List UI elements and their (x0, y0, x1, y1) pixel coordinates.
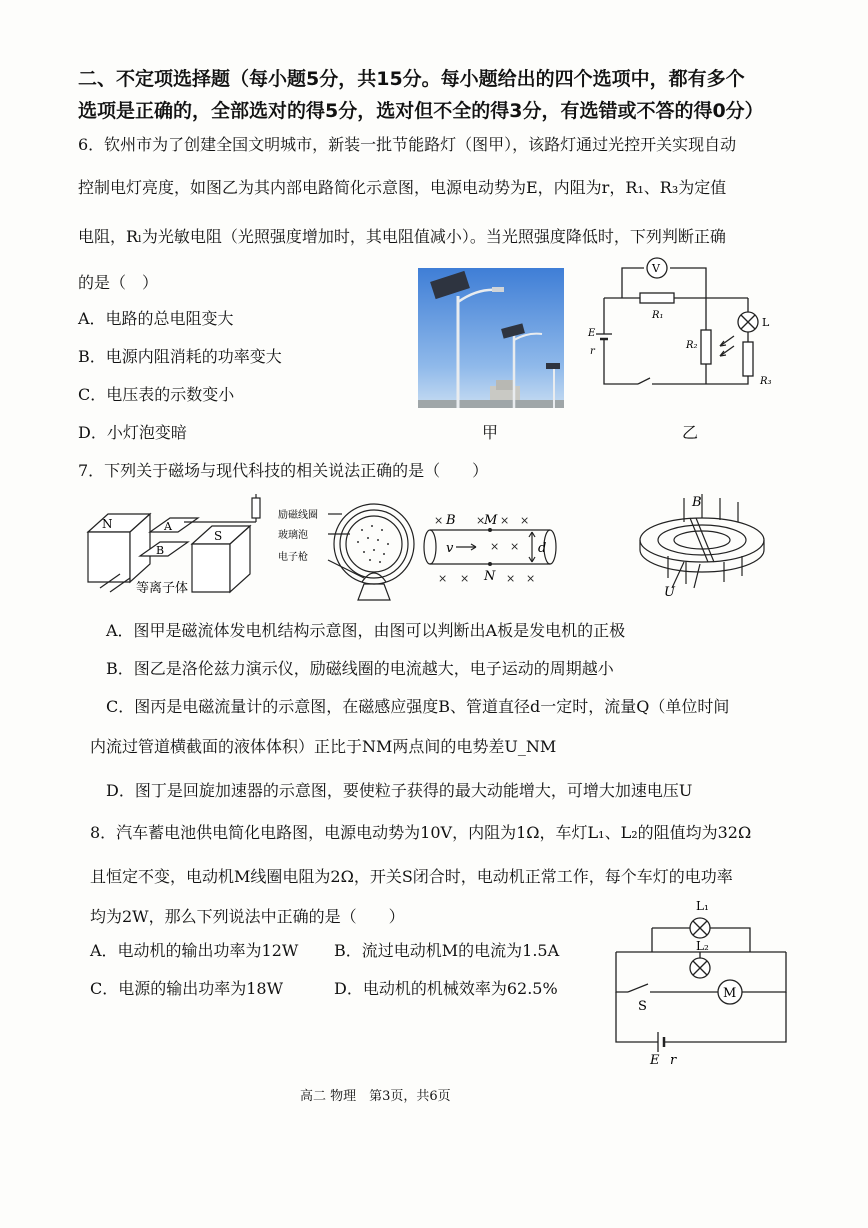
svg-text:×: × (460, 572, 470, 585)
q7-option-c-line1: C．图丙是电磁流量计的示意图，在磁感应强度B、管道直径d一定时，流量Q（单位时间 (106, 697, 730, 716)
gun-label: 电子枪 (278, 552, 308, 563)
plasma-label: 等离子体 (136, 581, 189, 596)
flowmeter-n-label: N (484, 569, 496, 584)
l1-label: L₁ (696, 899, 709, 913)
q6-stem-line1: 6．钦州市为了创建全国文明城市，新装一批节能路灯（图甲），该路灯通过光控开关实现自动 (78, 135, 737, 154)
magnet-n-label: N (102, 517, 113, 531)
q7-option-c-line2: 内流过管道横截面的液体体积）正比于NM两点间的电势差U_NM (90, 737, 557, 756)
svg-text:×: × (490, 540, 500, 553)
svg-text:×: × (500, 514, 510, 527)
cyclotron-u-label: U (664, 585, 675, 600)
plate-b-label: B (156, 544, 165, 557)
r1-label: R₁ (652, 310, 664, 321)
q8-stem-line1: 8．汽车蓄电池供电简化电路图，电源电动势为10V，内阻为1Ω，车灯L₁、L₂的阻值均为32Ω (90, 823, 752, 842)
q8-stem-line3: 均为2W，那么下列说法中正确的是（ ） (90, 907, 405, 926)
magnet-s-label: S (214, 529, 223, 543)
q6-option-c: C．电压表的示数变小 (78, 385, 235, 404)
q8-option-c: C．电源的输出功率为18W (90, 979, 284, 998)
mhd-generator-figure (80, 492, 270, 602)
q6-option-d: D．小灯泡变暗 (78, 423, 187, 442)
switch-label: S (638, 999, 647, 1014)
l2-label: L₂ (696, 939, 709, 953)
lorentz-demonstrator-figure (278, 494, 418, 604)
q6-stem-line3: 电阻，Rₗ为光敏电阻（光照强度增加时，其电阻值减小）。当光照强度降低时，下列判断正确 (78, 227, 726, 246)
lamp-label: L (762, 316, 770, 329)
svg-text:×: × (520, 514, 530, 527)
section-title-line2: 选项是正确的，全部选对的得5分，选对但不全的得3分，有选错或不答的得0分） (78, 100, 764, 122)
q8-option-d: D．电动机的机械效率为62.5% (334, 979, 558, 998)
q8-stem-line2: 且恒定不变，电动机M线圈电阻为2Ω，开关S闭合时，电动机正常工作，每个车灯的电功率 (90, 867, 733, 886)
q6-stem-line4: 的是（ ） (78, 273, 159, 292)
flowmeter-d-label: d (538, 541, 547, 556)
q6-option-b: B．电源内阻消耗的功率变大 (78, 347, 282, 366)
q6-option-a: A．电路的总电阻变大 (78, 309, 234, 328)
q8-option-b: B．流过电动机M的电流为1.5A (334, 941, 560, 960)
svg-text:×: × (434, 514, 444, 527)
svg-text:×: × (506, 572, 516, 585)
cyclotron-figure (628, 492, 778, 602)
internal-r-label: r (590, 346, 595, 357)
bulb-label: 玻璃泡 (278, 530, 308, 541)
coil-label: 励磁线圈 (278, 510, 318, 521)
svg-text:×: × (526, 572, 536, 585)
flowmeter-b-label: B (446, 513, 456, 528)
voltmeter-label: V (652, 262, 660, 275)
figure-jia-caption: 甲 (482, 423, 499, 442)
motor-label: M (723, 986, 737, 1001)
q6-circuit-diagram (586, 256, 786, 406)
svg-text:×: × (476, 514, 486, 527)
q8-emf-label: E (650, 1053, 660, 1068)
figure-yi-caption: 乙 (682, 423, 699, 442)
q7-option-a: A．图甲是磁流体发电机结构示意图，由图可以判断出A板是发电机的正极 (106, 621, 626, 640)
flowmeter-figure (420, 502, 570, 592)
section-title-line1: 二、不定项选择题（每小题5分，共15分。每小题给出的四个选项中，都有多个 (78, 68, 745, 90)
q7-stem: 7．下列关于磁场与现代科技的相关说法正确的是（ ） (78, 461, 489, 480)
cyclotron-b-label: B (692, 495, 702, 510)
svg-text:×: × (510, 540, 520, 553)
q8-internal-r-label: r (670, 1053, 677, 1068)
flowmeter-v-label: v (446, 541, 454, 556)
q6-stem-line2: 控制电灯亮度，如图乙为其内部电路简化示意图，电源电动势为E，内阻为r，R₁、R₃为定值 (78, 178, 727, 197)
plate-a-label: A (164, 520, 172, 533)
flowmeter-m-label: M (484, 513, 498, 528)
page-footer: 高二 物理 第3页，共6页 (300, 1089, 451, 1104)
r3-label: R₃ (760, 376, 772, 387)
q7-option-b: B．图乙是洛伦兹力演示仪，励磁线圈的电流越大，电子运动的周期越小 (106, 659, 614, 678)
emf-label: E (588, 328, 596, 339)
svg-text:×: × (438, 572, 448, 585)
r2-label: R₂ (686, 340, 698, 351)
street-light-photo (418, 268, 564, 408)
q7-option-d: D．图丁是回旋加速器的示意图，要使粒子获得的最大动能增大，可增大加速电压U (106, 781, 693, 800)
q8-option-a: A．电动机的输出功率为12W (90, 941, 299, 960)
q8-circuit-diagram (600, 892, 800, 1068)
